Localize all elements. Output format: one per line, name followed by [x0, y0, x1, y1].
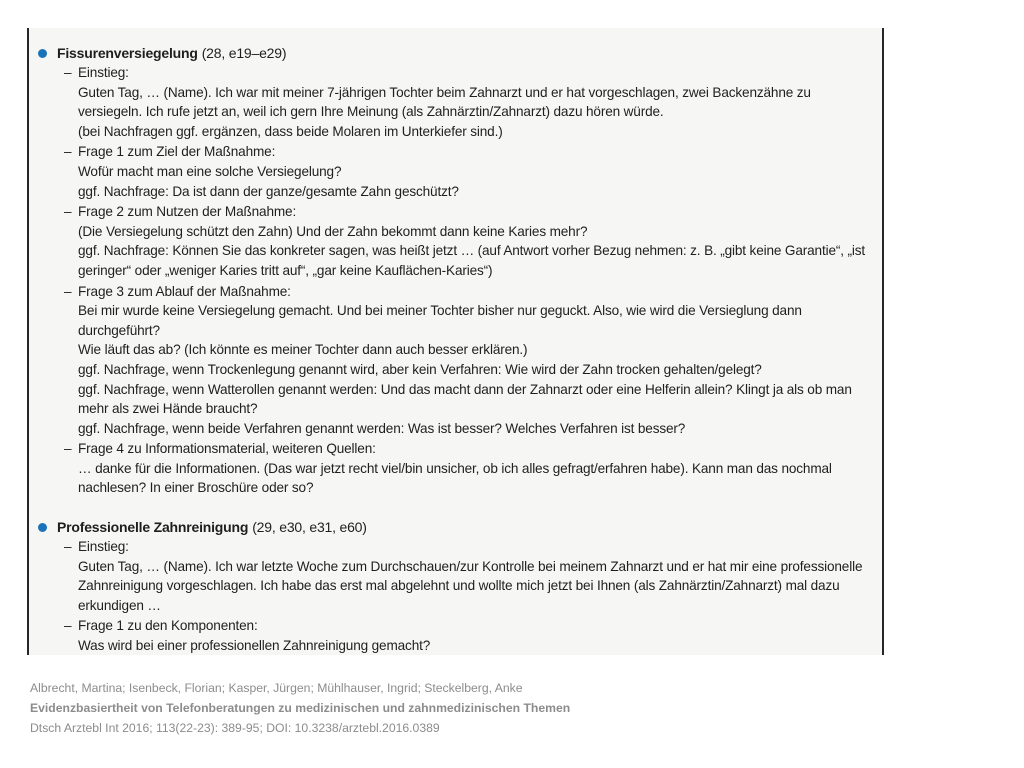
dash-icon: – [64, 539, 72, 555]
item-paragraph: Was wird bei einer professionellen Zahnreinigung gemacht? [78, 638, 431, 654]
section-heading [38, 44, 874, 62]
item-paragraph: ggf. Nachfrage, wenn Watterollen genannt werden: Und das macht dann der Zahnarzt oder eine Helferin allein? Klingt ja als ob man mehr als zwei Hände braucht? [78, 381, 852, 417]
item-paragraph: (Die Versiegelung schützt den Zahn) Und der Zahn bekommt dann keine Karies mehr? [78, 223, 588, 239]
item-paragraph: Guten Tag, … (Name). Ich war letzte Woche zum Durchschauen/zur Kontrolle bei meinem Zahnarzt und er hat mir eine professionelle Zahnreinigung vorgeschlagen. Ich habe das erst mal abgelehnt und wollte mich jetzt bei Ihnen (als Zahnärztin/Zahnarzt) mal dazu erkundigen … [78, 558, 863, 613]
item-heading-text: Frage 1 zum Ziel der Maßnahme: [78, 144, 276, 160]
item-heading-text: Einstieg: [78, 65, 129, 80]
section-1 [38, 518, 874, 655]
item-paragraph: ggf. Nachfrage: Können Sie das konkreter sagen, was heißt jetzt … (auf Antwort vorher Bezug nehmen: z. B. „gibt keine Garantie“, „ist geringer“ oder „weniger Karies tritt auf“, „gar keine Kauflächen-Karies“) [78, 243, 866, 278]
item-heading-text: Frage 2 zum Nutzen der Maßnahme: [78, 204, 297, 220]
bullet-icon [38, 523, 47, 532]
item-paragraph: Bei mir wurde keine Versiegelung gemacht. Und bei meiner Tochter bisher nur geguckt. Also, wie wird die Versieglung dann durchgeführt? [78, 303, 802, 338]
item-heading [38, 537, 874, 557]
section-reference: (28, e19–e29) [201, 45, 287, 61]
item-paragraph: … danke für die Informationen. (Das war jetzt recht viel/bin unsicher, ob ich alles gefragt/erfahren habe). Kann man das nochmal nachlesen? In einer Broschüre oder so? [78, 460, 832, 496]
list-item [38, 202, 874, 280]
item-paragraph: (bei Nachfragen ggf. ergänzen, dass beide Molaren im Unterkiefer sind.) [78, 123, 503, 139]
citation-caption [30, 678, 570, 738]
item-paragraph: Guten Tag, … (Name). Ich war mit meiner 7-jährigen Tochter beim Zahnarzt und er hat vorgeschlagen, zwei Backenzähne zu versiegeln. Ich rufe jetzt an, weil ich gern Ihre Meinung (als Zahnärztin/Zahnarzt) dazu hören würde. [78, 84, 811, 120]
item-heading [38, 142, 874, 162]
document-panel [27, 28, 884, 655]
section-heading [38, 518, 874, 536]
item-heading-text: Frage 1 zu den Komponenten: [78, 618, 258, 634]
list-item [38, 142, 874, 201]
bullet-icon [38, 49, 47, 58]
item-paragraph: ggf. Nachfrage, wenn beide Verfahren genannt werden: Was ist besser? Welches Verfahren ist besser? [78, 420, 686, 436]
list-item [38, 616, 874, 655]
item-heading-text: Frage 4 zu Informationsmaterial, weiteren Quellen: [78, 441, 376, 457]
caption-citation: Dtsch Arztebl Int 2016; 113(22-23): 389-95; DOI: 10.3238/arztebl.2016.0389 [30, 721, 440, 735]
item-heading-text: Frage 3 zum Ablauf der Maßnahme: [78, 283, 291, 299]
item-heading [38, 439, 874, 459]
item-paragraph: Wie läuft das ab? (Ich könnte es meiner Tochter dann auch besser erklären.) [78, 342, 528, 358]
item-heading [38, 202, 874, 222]
item-paragraph: Wofür macht man eine solche Versiegelung? [78, 163, 342, 179]
list-item [38, 63, 874, 141]
section-title: Professionelle Zahnreinigung [57, 519, 249, 536]
dash-icon: – [64, 65, 72, 80]
list-item [38, 439, 874, 498]
list-item [38, 282, 874, 439]
item-heading [38, 63, 874, 83]
caption-authors: Albrecht, Martina; Isenbeck, Florian; Kasper, Jürgen; Mühlhauser, Ingrid; Steckelberg, Anke [30, 681, 523, 695]
dash-icon: – [64, 204, 72, 220]
dash-icon: – [64, 618, 72, 634]
section-title: Fissurenversiegelung [57, 45, 198, 61]
item-heading [38, 616, 874, 636]
dash-icon: – [64, 441, 72, 457]
list-item [38, 537, 874, 615]
dash-icon: – [64, 283, 72, 299]
item-paragraph: ggf. Nachfrage, wenn Trockenlegung genannt wird, aber kein Verfahren: Wie wird der Zahn trocken gehalten/gelegt? [78, 361, 762, 377]
section-0 [38, 44, 874, 498]
item-heading-text: Einstieg: [78, 539, 129, 555]
item-heading [38, 282, 874, 302]
document-content [38, 44, 874, 655]
caption-title: Evidenzbasiertheit von Telefonberatungen zu medizinischen und zahnmedizinischen Themen [30, 701, 571, 715]
dash-icon: – [64, 144, 72, 160]
item-paragraph: ggf. Nachfrage: Da ist dann der ganze/gesamte Zahn geschützt? [78, 183, 459, 199]
section-reference: (29, e30, e31, e60) [252, 519, 367, 536]
